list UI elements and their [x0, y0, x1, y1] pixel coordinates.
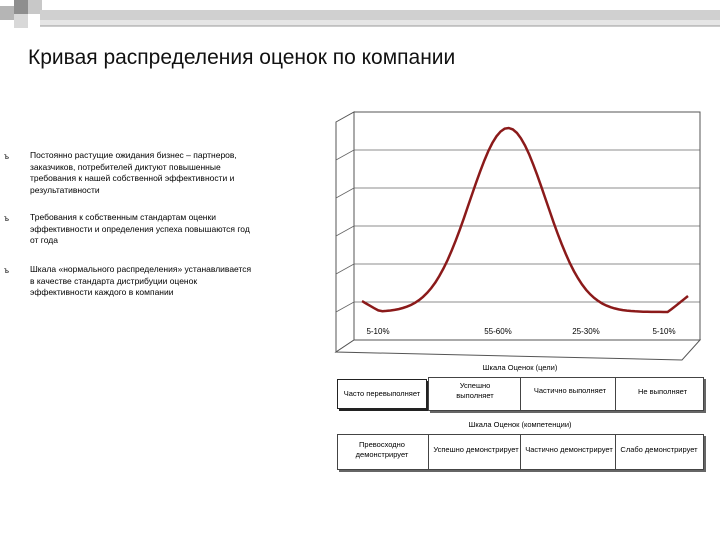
- bullet-text: Постоянно растущие ожидания бизнес – партнеров, заказчиков, потребителей диктуют повышенные требования к нашей собственной эффективности и результативности: [30, 150, 237, 195]
- goals-item-not-meets: Не выполняет: [637, 387, 688, 396]
- chart-floor: [336, 340, 700, 360]
- competencies-divider: [428, 434, 429, 469]
- competencies-divider: [520, 434, 521, 469]
- competencies-item-excellent: Превосходно демонстрирует: [355, 440, 409, 459]
- bullet-text: Шкала «нормального распределения» устанавливается в качестве стандарта дистрибуции оценок эффективности каждого в компании: [30, 264, 252, 297]
- goals-scale-title: Шкала Оценок (цели): [482, 363, 558, 372]
- goals-item-exceeds: Часто перевыполняет: [337, 379, 427, 409]
- competencies-item-successful: Успешно демонстрирует: [433, 445, 519, 454]
- goals-frame: [428, 377, 704, 411]
- goals-divider: [520, 377, 521, 410]
- bullet-marker: ъ: [4, 266, 9, 275]
- goals-divider: [615, 377, 616, 410]
- competencies-scale-title: Шкала Оценок (компетенции): [468, 420, 572, 429]
- x-tick-label: 25-30%: [572, 327, 600, 336]
- x-tick-label: 5-10%: [366, 327, 390, 336]
- competencies-item-weak: Слабо демонстрирует: [620, 445, 698, 454]
- bullet-text: Требования к собственным стандартам оценки эффективности и определения успеха повышаются год от года: [30, 212, 250, 245]
- goals-item-meets: Успешно выполняет: [456, 381, 494, 400]
- competencies-divider: [615, 434, 616, 469]
- x-tick-label: 5-10%: [652, 327, 676, 336]
- slide-title: Кривая распределения оценок по компании: [28, 46, 456, 69]
- x-tick-label: 55-60%: [484, 327, 512, 336]
- goals-item-partially: Частично выполняет: [533, 386, 607, 395]
- competencies-item-partial: Частично демонстрирует: [525, 445, 613, 454]
- bullet-marker: ъ: [4, 214, 9, 223]
- chart-side-wall: [336, 112, 354, 352]
- bullet-marker: ъ: [4, 152, 9, 161]
